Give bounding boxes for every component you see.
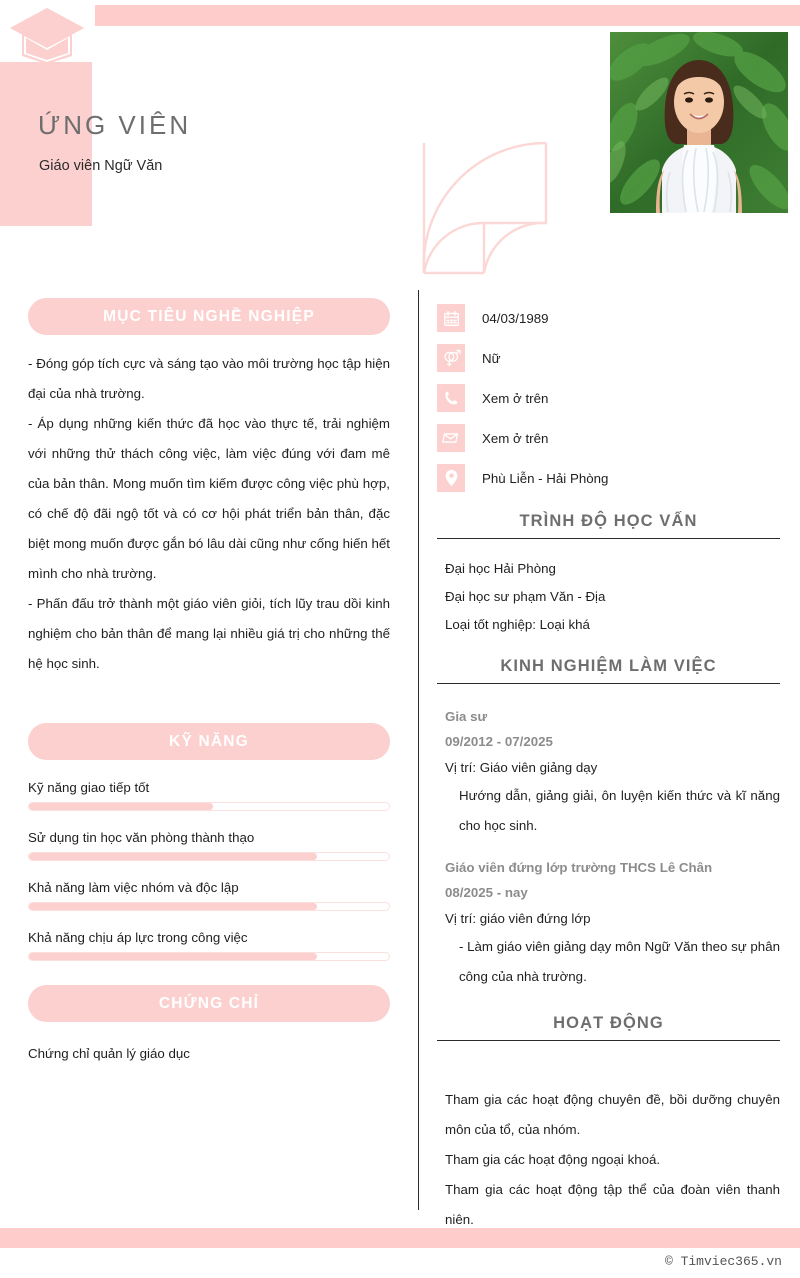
experience-list: [437, 704, 780, 992]
contact-row-address: [437, 458, 780, 498]
candidate-photo: [610, 32, 788, 213]
contact-row-email: [437, 418, 780, 458]
skill-item: [28, 880, 390, 911]
skill-progress-track: [28, 952, 390, 961]
contact-row-gender: [437, 338, 780, 378]
education-item: Loại tốt nghiệp: Loại khá: [445, 617, 590, 632]
education-item: Đại học sư phạm Văn - Địa: [445, 589, 606, 604]
experience-position: Vị trí: Giáo viên giảng dạy: [445, 760, 598, 775]
skill-label: Sử dụng tin học văn phòng thành thạo: [28, 830, 255, 845]
name-accent-block: [0, 62, 92, 226]
experience-title: Gia sư: [445, 709, 488, 724]
page-title: ỨNG VIÊN: [38, 110, 192, 140]
calendar-icon: [437, 304, 465, 332]
experience-description: Hướng dẫn, giảng giải, ôn luyện kiến thức và kĩ năng cho học sinh.: [459, 788, 780, 833]
activities-list: [437, 1085, 780, 1235]
section-heading-activities: HOẠT ĐỘNG: [437, 1014, 780, 1041]
contact-value: Phù Liễn - Hải Phòng: [482, 470, 609, 486]
skill-item: [28, 830, 390, 861]
objective-body: [28, 349, 390, 679]
contact-row-phone: [437, 378, 780, 418]
footer-bar: [0, 1228, 800, 1248]
contact-row-birthdate: [437, 298, 780, 338]
skill-item: [28, 930, 390, 961]
section-heading-experience: KINH NGHIỆM LÀM VIỆC: [437, 657, 780, 684]
experience-date: 08/2025 - nay: [445, 885, 528, 900]
certificate-list: [28, 1043, 390, 1065]
skill-progress-track: [28, 852, 390, 861]
skill-label: Kỹ năng giao tiếp tốt: [28, 780, 150, 795]
contact-list: [437, 298, 780, 498]
column-divider: [418, 290, 419, 1210]
right-column: [437, 298, 780, 1235]
objective-paragraph: - Áp dụng những kiến thức đã học vào thực tế, trải nghiệm với những thử thách công việc, làm việc đúng với đam mê của bản thân. Mong muốn tìm kiếm được công việc phù hợp, có chế độ đãi ngộ tốt và có cơ hội phát triển bản thân, đặc biệt mong muốn được gắn bó lâu dài cũng như cống hiến hết mình cho nhà trường.: [28, 416, 390, 581]
objective-paragraph: - Đóng góp tích cực và sáng tạo vào môi trường học tập hiện đại của nhà trường.: [28, 356, 390, 401]
education-list: [437, 555, 780, 639]
experience-date: 09/2012 - 07/2025: [445, 734, 553, 749]
skills-list: [28, 780, 390, 961]
contact-value: Xem ở trên: [482, 390, 549, 406]
contact-value: Xem ở trên: [482, 430, 549, 446]
objective-paragraph: - Phấn đấu trở thành một giáo viên giỏi, tích lũy trau dồi kinh nghiệm cho bản thân để mang lại nhiều giá trị cho những thế hệ học sinh.: [28, 596, 390, 671]
section-heading-skills: KỸ NĂNG: [28, 723, 390, 760]
phone-icon: [437, 384, 465, 412]
section-heading-certificates: CHỨNG CHỈ: [28, 985, 390, 1022]
activity-item: Tham gia các hoạt động ngoại khoá.: [445, 1152, 661, 1167]
contact-value: 04/03/1989: [482, 310, 549, 326]
skill-label: Khả năng làm việc nhóm và độc lập: [28, 880, 239, 895]
left-column: [28, 298, 390, 1065]
job-role-subtitle: Giáo viên Ngữ Văn: [39, 158, 163, 174]
certificate-item: Chứng chỉ quản lý giáo dục: [28, 1046, 190, 1061]
quarter-arc-decoration: [418, 140, 548, 275]
gender-icon: [437, 344, 465, 372]
section-heading-education: TRÌNH ĐỘ HỌC VẤN: [437, 512, 780, 539]
experience-description: - Làm giáo viên giảng dạy môn Ngữ Văn theo sự phân công của nhà trường.: [459, 939, 780, 984]
skill-progress-fill: [29, 803, 213, 810]
location-pin-icon: [437, 464, 465, 492]
graduation-cap-icon: [8, 6, 86, 66]
experience-title: Giáo viên đứng lớp trường THCS Lê Chân: [445, 860, 713, 875]
skill-label: Khả năng chịu áp lực trong công việc: [28, 930, 248, 945]
skill-progress-track: [28, 902, 390, 911]
skill-progress-fill: [29, 953, 317, 960]
section-heading-objective: MỤC TIÊU NGHỀ NGHIỆP: [28, 298, 390, 335]
skill-progress-fill: [29, 903, 317, 910]
contact-value: Nữ: [482, 350, 501, 366]
activity-item: Tham gia các hoạt động chuyên đề, bồi dưỡng chuyên môn của tổ, của nhóm.: [445, 1092, 780, 1137]
education-item: Đại học Hải Phòng: [445, 561, 556, 576]
activity-item: Tham gia các hoạt động tập thể của đoàn viên thanh niên.: [445, 1182, 780, 1227]
experience-position: Vị trí: giáo viên đứng lớp: [445, 911, 591, 926]
skill-progress-fill: [29, 853, 317, 860]
skill-item: [28, 780, 390, 811]
experience-item: [445, 855, 780, 992]
email-icon: [437, 424, 465, 452]
skill-progress-track: [28, 802, 390, 811]
experience-item: [445, 704, 780, 841]
header-top-bar: [95, 5, 800, 26]
footer-credit: © Timviec365.vn: [664, 1254, 782, 1269]
